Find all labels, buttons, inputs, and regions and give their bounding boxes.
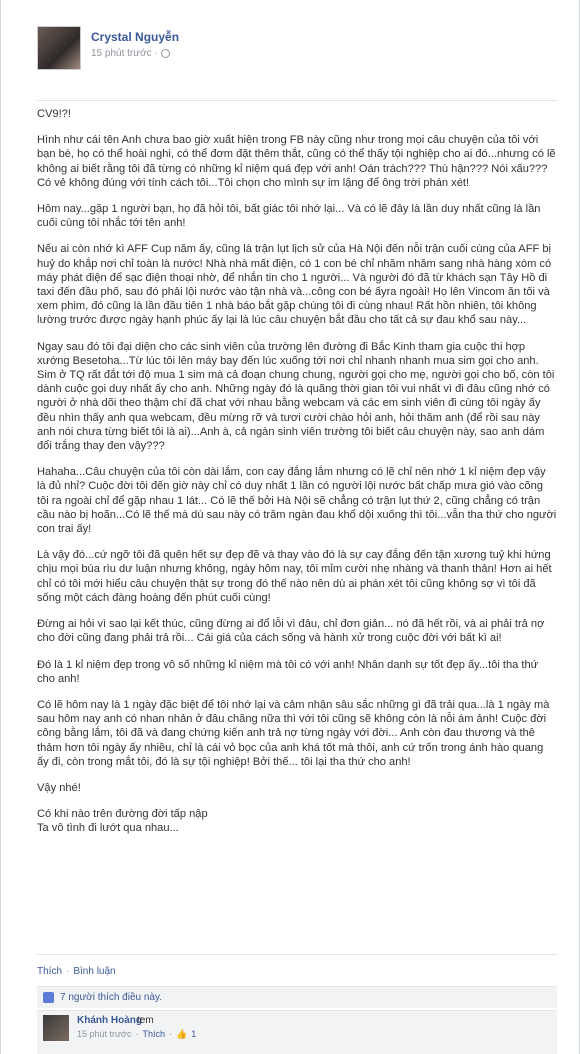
comment-like-count[interactable]: 1 [191, 1029, 197, 1039]
comment-meta [77, 1029, 196, 1040]
thumbs-up-icon [43, 992, 54, 1003]
comment-item [37, 1010, 557, 1054]
like-link[interactable]: Thích [37, 966, 63, 977]
action-separator: · [66, 966, 70, 977]
post-header [37, 26, 557, 82]
post-timestamp[interactable]: 15 phút trước [91, 48, 152, 59]
comment-separator: · [135, 1029, 139, 1039]
comment-text: tem [137, 1015, 154, 1026]
globe-icon[interactable] [161, 49, 170, 58]
post-paragraph: Ngay sau đó tôi đại diện cho các sinh viên của trường lên đường đi Bắc Kinh tham gia cuộc thi hợp xướng Besetoha...Từ lúc tôi lên máy bay đến lúc xuống tới nơi chỉ nhanh nhanh mua sim gọi cho anh. Sim ở TQ rất đắt tới độ mua 1 sim mà cả đoạn chung chung, người gọi cho mẹ, người gọi cho bố, còn tôi dành cuộc gọi duy nhất ấy cho anh. Những ngày đó là quãng thời gian tôi vui nhất vì đi đâu cũng nhớ có người ở nhà dõi theo thậm chí đã chat với nhau bằng webcam và các em sinh viên đi cùng tôi ngày ấy đều nhìn thấy anh qua webcam, đều mừng rỡ và tươi cười chào hỏi anh, hỏi thăm anh (để rồi sau này anh nói chưa từng biết tôi là ai)...Anh à, cả ngàn sinh viên trường tôi biết câu chuyện này, sao anh dám đổi trắng thay đen vậy??? [37, 340, 555, 453]
post-paragraph: Là vậy đó...cứ ngỡ tôi đã quên hết sự đẹp đẽ và thay vào đó là sự cay đắng đến tận xương tuỷ khi hứng chịu mọi búa rìu dư luận nhưng không, ngày hôm nay, tôi mỉm cười nhẹ nhàng và thanh thản! Hơn ai hết chỉ có tôi mới hiểu câu chuyện thật sự trong đó thế nào nên dù ai phán xét tôi cũng không sợ vì tôi đã sống một cách đàng hoàng đến phút cuối cùng! [37, 549, 552, 604]
post-paragraph: Có khi nào trên đường đời tấp nập Ta vô tình đi lướt qua nhau... [37, 808, 208, 835]
comment-timestamp[interactable]: 15 phút trước [77, 1029, 132, 1039]
post-paragraph: Hôm nay...gặp 1 người bạn, họ đã hỏi tôi, bất giác tôi nhớ lại... Và có lẽ đây là lần duy nhất cũng là lần cuối cùng tôi nhắc tới tên anh! [37, 203, 541, 230]
likes-count-text[interactable]: 7 người thích điều này. [60, 992, 163, 1003]
author-name[interactable]: Crystal Nguyễn [91, 30, 180, 44]
post-body [37, 100, 557, 955]
post-paragraph: Hahaha...Câu chuyện của tôi còn dài lắm, con cay đắng lắm nhưng có lẽ chỉ nên nhớ 1 kỉ niệm đẹp vậy là đủ nhỉ? Cuộc đời tôi đến giờ này chỉ có duy nhất 1 lần có người lội nước bất chấp mưa gió vào cõng tôi ra ngoài chỉ để gặp nhau 1 lát... Có lẽ thế bởi Hà Nội sẽ chẳng có trận lụt thứ 2, cũng chẳng có trận cầu nào bị hoãn...Có lẽ thế mà dù sau này có trăm ngàn đau khổ dội xuống thì tôi...vẫn tha thứ cho người con trai ấy! [37, 466, 557, 536]
post-actions [37, 966, 116, 977]
commenter-name[interactable]: Khánh Hoàng [77, 1015, 142, 1026]
comment-separator-2: · [168, 1029, 172, 1039]
post-paragraph: Vậy nhé! [37, 781, 81, 794]
post-paragraph: Đừng ai hỏi vì sao lại kết thúc, cũng đừng ai đổ lỗi vì đâu, chỉ đơn giản... nó đã hết rồi, và ai phải trả nợ cho đời cũng đang phải trả rồi... Cái giá của cách sống và hành xử trong cuộc đời với bất kì ai! [37, 618, 545, 645]
post-paragraph: Nếu ai còn nhớ kì AFF Cup năm ấy, cũng là trận lụt lịch sử của Hà Nội đến nỗi trận cuối cùng của AFF bị huỷ do khắp nơi chỉ toàn là nước! Nhà nhà mất điện, có 1 con bé chỉ nhăm nhăm sang nhà hàng xóm có máy phát điện để sạc điện thoại nhờ, để nhắn tin cho 1 người... Và người đó đã từ khách sạn Tây Hồ đi taxi đến đầu phố, sau đó phải lội nước vào tận nhà và...công con bé ấyra ngoài! Họ lên Vincom ăn tối và xem phim, đó cũng là lần đầu tiên 1 nhà báo bắt gặp chúng tôi đi cùng nhau! Rất hồn nhiên, tôi không lường trước được ngày hạnh phúc ấy lại là lúc câu chuyện bắt đầu cho tất cả sự đau khổ sau này... [37, 243, 552, 327]
commenter-avatar[interactable] [43, 1015, 69, 1041]
post-paragraph: Có lẽ hôm nay là 1 ngày đặc biệt để tôi nhớ lại và cảm nhận sâu sắc những gì đã trải qua...là 1 ngày mà sau hôm nay anh có nhan nhản ở đâu chăng nữa thì với tôi cũng sẽ không còn là nỗi ám ảnh! Cuộc đời công bằng lắm, tôi đã và đang chứng kiến anh trả nợ từng ngày với đời... Anh còn đau thương và thê thảm hơn tôi ngày ấy nhiều, chỉ là cái vỏ bọc của anh khá tốt mà thôi, anh cứ trốn trong ánh hào quang ấy đi, còn trong mắt tôi, đó là sự tội nghiệp! Bởi thế... tôi lại tha thứ cho anh! [37, 698, 550, 768]
comment-link[interactable]: Bình luận [73, 966, 116, 977]
post-paragraph: Đó là 1 kỉ niệm đẹp trong vô số những kỉ niệm mà tôi có với anh! Nhân danh sự tốt đẹp ấy...tôi tha thứ cho anh! [37, 658, 539, 685]
comment-like-link[interactable]: Thích [142, 1029, 165, 1039]
thumbs-up-icon: 👍 [175, 1029, 188, 1039]
post-paragraph: Hình như cái tên Anh chưa bao giờ xuất hiện trong FB này cũng như trong mọi câu chuyện của tôi với bạn bè, họ có thể hoài nghi, có thể đơm đặt thêm thắt, cũng có thể thấy tội nghiệp cho ai đó...nhưng có lẽ không ai biết rằng tôi đã từng có những kỉ niệm quá đẹp với anh! Oán trách??? Thù hận??? Nói xấu??? Có vẻ không đúng với tính cách tôi...Tôi chọn cho mình sự im lặng để ông trời phán xét! [37, 134, 556, 189]
meta-separator: · [154, 48, 158, 59]
likes-summary [37, 986, 557, 1008]
post-paragraph: CV9!?! [37, 108, 71, 120]
author-avatar[interactable] [37, 26, 81, 70]
post-meta [91, 48, 170, 59]
